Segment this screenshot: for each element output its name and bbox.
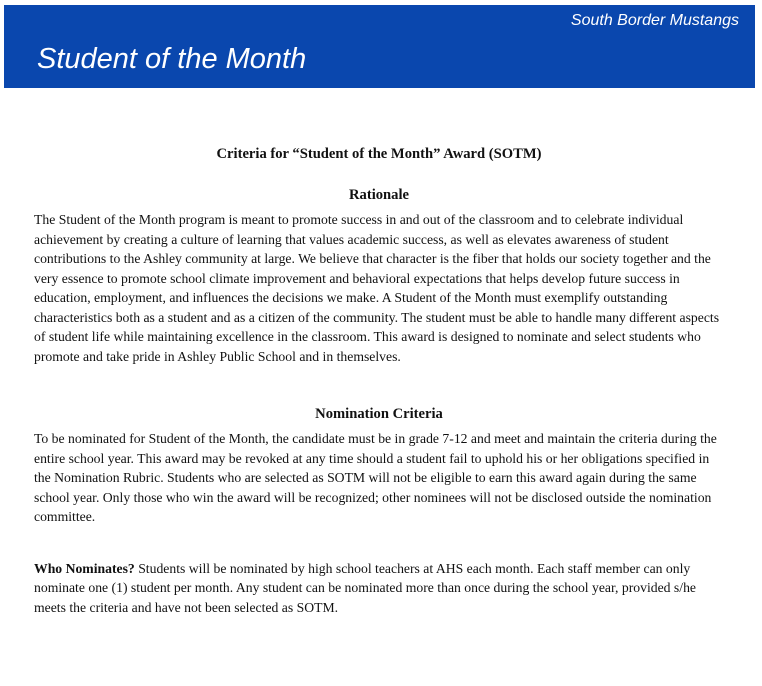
nomination-criteria-heading: Nomination Criteria [315,406,443,422]
school-name: South Border Mustangs [570,12,739,29]
who-nominates-text: Students will be nominated by high school teachers at AHS each month. Each staff member can only nominate one (1) student per month. Any student can be nominated more than once during the school year, provided s/he meets the criteria and have not been selected as SOTM. [34,560,696,615]
rationale-paragraph: The Student of the Month program is meant to promote success in and out of the classroom and to celebrate individual achievement by creating a culture of learning that values academic success, as well as elevates awareness of student contributions to the Ashley community at large. We believe that character is the fiber that holds our society together and the very essence to promote school climate improvement and behavioral expectations that helps develop future success in education, employment, and influences the decisions we make. A Student of the Month must exemplify outstanding characteristics both as a student and as a citizen of the community. The student must be able to handle many different aspects of student life while maintaining excellence in the classroom. This award is designed to nominate and select students who promote and take pride in Ashley Public School and in themselves. [34,212,720,364]
header-banner [4,5,755,88]
page-title: Student of the Month [37,43,307,75]
award-criteria-heading: Criteria for “Student of the Month” Award (SOTM) [216,146,542,162]
who-nominates-paragraph [34,559,724,618]
nomination-criteria-paragraph: To be nominated for Student of the Month, the candidate must be in grade 7-12 and meet and maintain the criteria during the entire school year. This award may be revoked at any time should a student fail to uphold his or her obligations specified in the Nomination Rubric. Students who are selected as SOTM will not be eligible to earn this award again during the same school year. Only those who win the award will be recognized; other nominees will not be disclosed outside the nomination committee. [34,431,717,524]
who-nominates-label: Who Nominates? [34,560,135,576]
rationale-heading: Rationale [349,187,409,203]
document-body [34,146,724,617]
